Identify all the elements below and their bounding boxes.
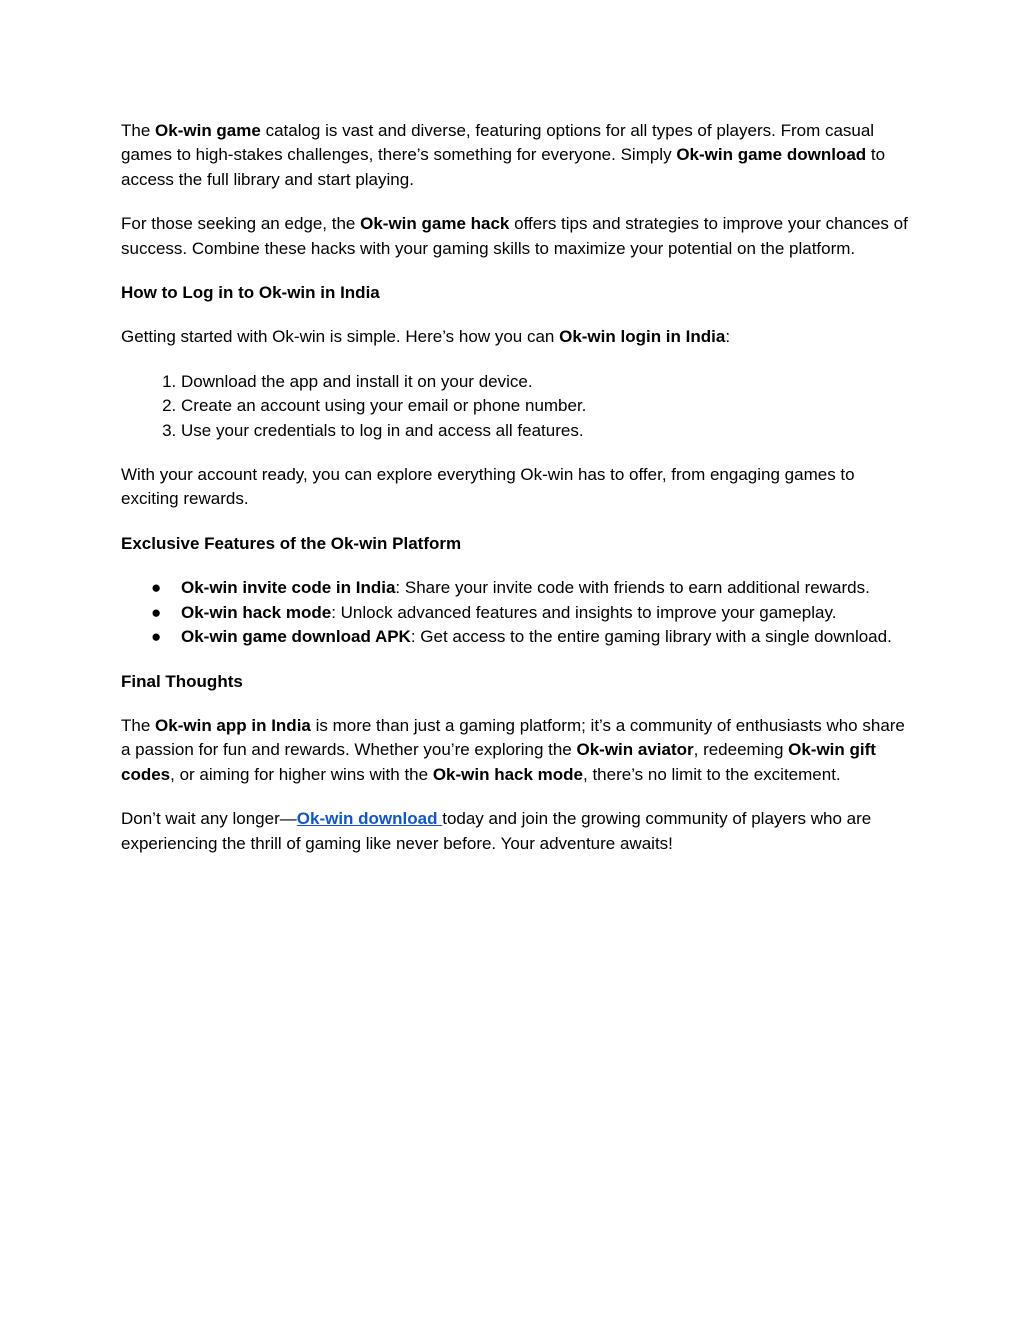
bold-text: Ok-win game download APK [181,627,411,647]
list-item: 2. Create an account using your email or phone number. [181,394,911,418]
bold-text: Ok-win app in India [155,715,311,735]
bullet-icon: ● [151,627,162,647]
bold-text: Ok-win hack mode [181,602,332,622]
bold-text: Ok-win gift codes [121,740,876,784]
heading-final-thoughts: Final Thoughts [121,671,243,691]
text: For those seeking an edge, the [121,214,361,234]
bullet-icon: ● [151,578,162,598]
paragraph-hack [121,212,911,261]
text: , redeeming [693,740,789,760]
text: , there’s no limit to the excitement. [583,764,841,784]
text: catalog is vast and diverse, featuring options for all types of players. From casual games to high-stakes challenges, there’s something for everyone. Simply [121,121,875,165]
paragraph-catalog [121,119,911,192]
list-item: 3. Use your credentials to log in and access all features. [181,419,911,443]
text: to access the full library and start playing. [121,145,886,189]
paragraph-login-intro [121,325,911,349]
text: Getting started with Ok-win is simple. Here’s how you can [121,327,560,347]
bold-text: Ok-win login in India [559,327,726,347]
features-list [121,576,911,649]
text: The [121,121,156,140]
bold-text: Ok-win game download [676,145,867,165]
document-body [121,119,911,876]
heading-features: Exclusive Features of the Ok-win Platform [121,533,462,553]
text: offers tips and strategies to improve your chances of success. Combine these hacks with your gaming skills to maximize your potential on the platform. [121,214,908,258]
list-item [151,576,911,600]
list-item: 1. Download the app and install it on your device. [181,370,911,394]
paragraph-account-ready: With your account ready, you can explore everything Ok-win has to offer, from engaging games to exciting rewards. [121,465,855,509]
text: The [121,715,156,735]
text: today and join the growing community of players who are experiencing the thrill of gaming like never before. Your adventure awaits! [121,809,872,853]
list-item [151,601,911,625]
list-item [151,625,911,649]
paragraph-cta [121,807,911,856]
bold-text: Ok-win game [155,121,261,140]
text: , or aiming for higher wins with the [170,764,433,784]
text: Don’t wait any longer— [121,809,297,829]
text: is more than just a gaming platform; it’s a community of enthusiasts who share a passion for fun and rewards. Whether you’re exploring the [121,715,905,760]
text: : Share your invite code with friends to earn additional rewards. [395,578,870,598]
bold-text: Ok-win hack mode [432,764,584,784]
bold-text: Ok-win aviator [576,740,694,760]
heading-login: How to Log in to Ok-win in India [121,283,380,303]
paragraph-final [121,714,911,787]
text: : [725,327,731,347]
login-steps-list [121,370,911,443]
text: : Unlock advanced features and insights to improve your gameplay. [331,602,837,622]
bold-text: Ok-win invite code in India [181,578,396,598]
download-link[interactable]: Ok-win download [296,809,443,829]
bold-text: Ok-win game hack [360,214,510,234]
bullet-icon: ● [151,602,162,622]
text: : Get access to the entire gaming library with a single download. [410,627,892,647]
